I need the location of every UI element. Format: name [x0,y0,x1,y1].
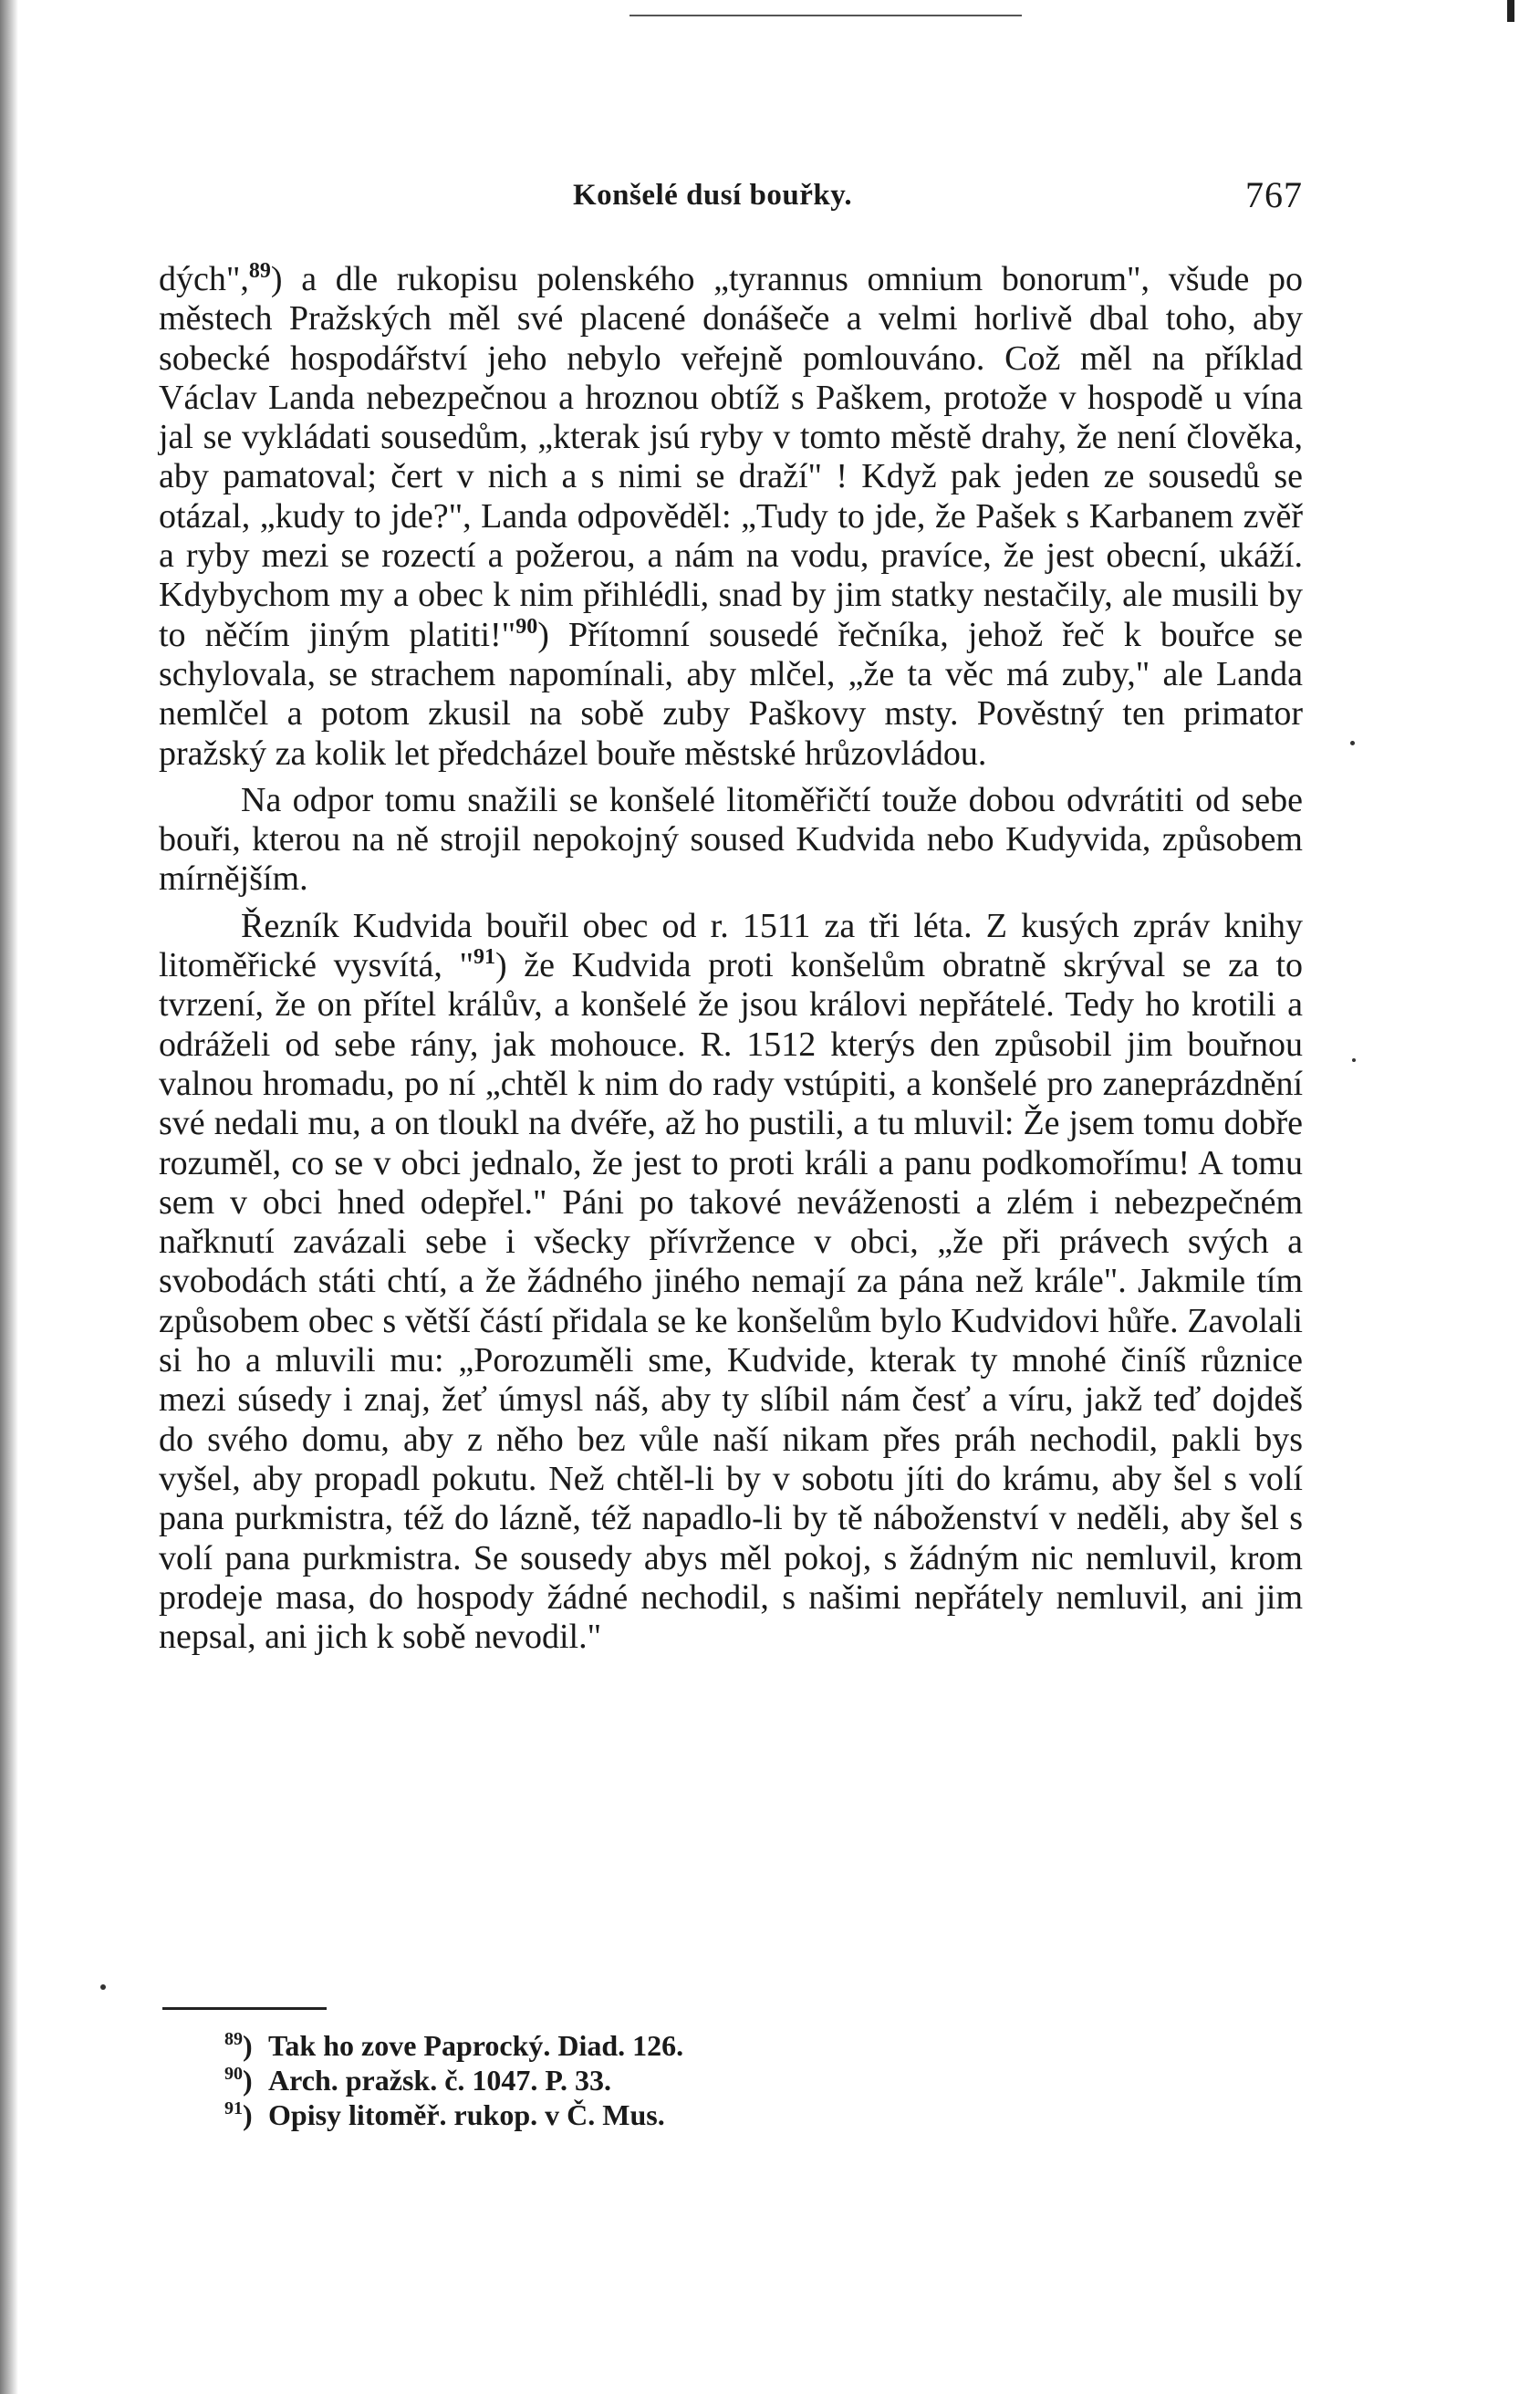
paragraph-1-text-b: ) a dle rukopisu polenského „tyrannus omnium bonorum", všude po městech Pražských měl své placené donášeče a velmi horlivě dbal toho, aby sobecké hospodářství jeho nebylo veřejně pomlouváno. Což měl na příklad Václav Landa nebezpečnou a hroznou obtíž s Paškem, protože v hospodě u vína jal se vykládati sousedům, „kterak jsú ryby v tomto městě drahy, že není člověka, aby pamatoval; čert v nich a s nimi se draží" ! Když pak jeden ze sousedů se otázal, „kudy to jde?", Landa odpověděl: „Tudy to jde, že Pašek s Karbanem zvěř a ryby mezi se rozectí a požerou, a nám na vodu, pravíce, že jest obecní, ukáží. Kdybychom my a obec k nim přihlédli, snad by jim statky nestačily, ale musili by to něčím jiným platiti!" [159,260,1303,654]
paragraph-1 [159,260,1303,774]
paragraph-3 [159,907,1303,1658]
footnotes [224,2028,1228,2132]
footnote-text: Arch. pražsk. č. 1047. P. 33. [268,2064,611,2097]
page-number: 767 [1245,174,1303,215]
footnote-mark: 89 [224,2029,243,2049]
paragraph-1-text-c: ) Přítomní sousedé řečníka, jehož řeč k bouřce se schylovala, se strachem napomínali, aby mlčel, „že ta věc má zuby," ale Landa nemlčel a potom zkusil na sobě zuby Paškovy msty. Pověstný ten primator pražský za kolik let předcházel bouře městské hrůzovládou. [159,615,1303,773]
scan-speck [100,1984,106,1990]
footnote-ref-89: 89 [248,259,271,283]
scan-edge-mark [1507,0,1514,22]
footnote-separator [162,2007,327,2010]
paragraph-1-text-a: dých", [159,260,249,298]
paragraph-3-text-b: ) že Kudvida proti konšelům obratně skrýval se za to tvrzení, že on přítel králův, a konšelé že jsou královi nepřátelé. Tedy ho krotili a odráželi od sebe rány, jak mohouce. R. 1512 kterýs den způsobil jim bouřnou valnou hromadu, po ní „chtěl k nim do rady vstúpiti, a konšelé pro zaneprázdnění své nedali mu, a on tloukl na dvéře, až ho pustili, a tu mluvil: Že jsem tomu dobře rozuměl, co se v obci jednalo, že jest to proti králi a panu podkomořímu! A tomu sem v obci hned odepřel." Páni po takové neváženosti a zlém i nebezpečném nařknutí zavázali sebe i všecky přívržence v obci, „že při právech svých a svobodách státi chtí, a že žádného jiného nemají za pána než krále". Jakmile tím způsobem obec s větší částí přidala se ke konšelům bylo Kudvidovi hůře. Zavolali si ho a mluvili mu: „Porozuměli sme, Kudvide, kterak ty mnohé činíš různice mezi súsedy i znaj, žeť úmysl náš, aby ty slíbil nám česť a víru, jakž teď dojdeš do svého domu, aby z něho bez vůle naší nikam přes práh nechodil, pakli bys vyšel, aby propadl pokutu. Než chtěl-li by v sobotu jíti do krámu, aby šel s volí pana purkmistra, též do lázně, též napadlo-li by tě náboženství v neděli, aby šel s volí pana purkmistra. Se sousedy abys měl pokoj, s žádným nic nemluvil, krom prodeje masa, do hospody žádné nechodil, s našimi nepřátely nemluvil, ani jim nepsal, ani jich k sobě nevodil." [159,946,1303,1657]
scan-speck [1352,1058,1356,1062]
footnote-mark: 91 [224,2098,243,2118]
footnote-ref-90: 90 [515,614,538,639]
scan-binding-edge [0,0,18,2394]
paragraph-2: Na odpor tomu snažili se konšelé litoměřičtí touže dobou odvrátiti od sebe bouři, kterou na ně strojil nepokojný soused Kudvida nebo Kudyvida, způsobem mírnějším. [159,780,1303,899]
footnote-mark: 90 [224,2064,243,2084]
footnote-89: $^{89}$) Tak ho zove Paprocký. Diad. 126. [224,2029,684,2062]
footnote-text: Tak ho zove Paprocký. Diad. 126. [268,2029,684,2062]
page-header [162,173,1303,219]
scan-top-rule [630,15,1022,16]
footnote-text: Opisy litoměř. rukop. v Č. Mus. [268,2098,665,2131]
running-title: Konšelé dusí bouřky. [573,179,853,212]
body-text [159,260,1303,1657]
footnote-90: $^{90}$) Arch. pražsk. č. 1047. P. 33. [224,2064,611,2097]
footnote-ref-91: 91 [473,945,496,970]
footnote-91: $^{91}$) Opisy litoměř. rukop. v Č. Mus. [224,2098,665,2131]
scan-speck [1350,741,1355,745]
paragraph-3-text-a: Řezník Kudvida bouřil obec od r. 1511 za tři léta. Z kusých zpráv knihy litoměřické vysvítá, " [159,906,1303,985]
